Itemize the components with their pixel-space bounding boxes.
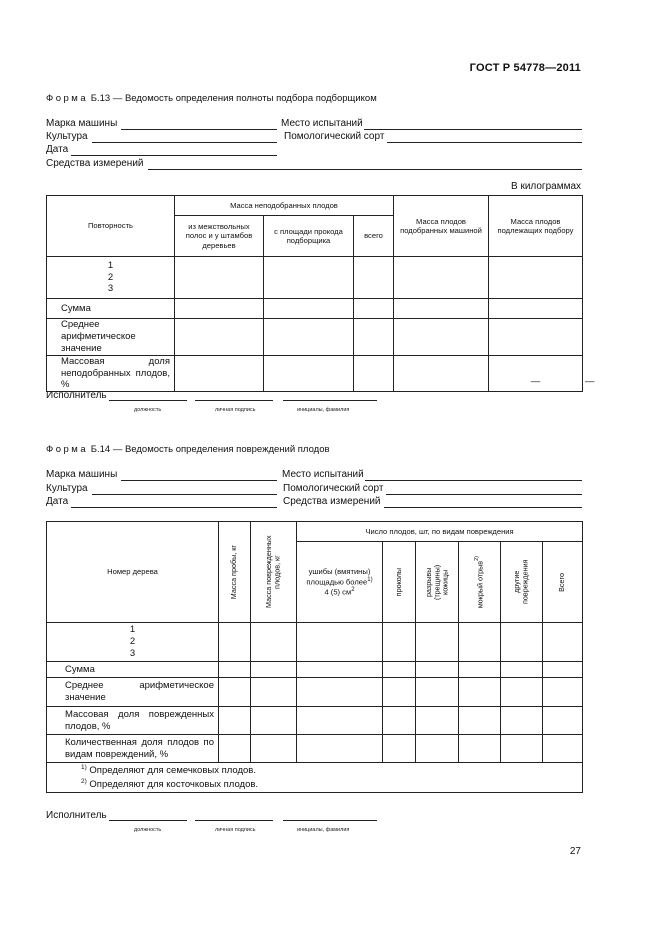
- table-cell[interactable]: [175, 299, 264, 319]
- table-row: [47, 735, 583, 763]
- table-row: [47, 678, 583, 707]
- form14-col-other-text: другие повреждения: [512, 559, 530, 605]
- form14-footnotes-row: [47, 763, 583, 793]
- footnote-mark: 2): [81, 777, 87, 785]
- form14-col-bruise-exponent: 2: [351, 586, 355, 593]
- table-cell[interactable]: [219, 735, 251, 763]
- form13-variety-label: Помологический сорт: [284, 131, 385, 142]
- form13-date-label: Дата: [46, 144, 69, 155]
- form14-col-punct-text: проколы: [393, 567, 403, 597]
- table-cell[interactable]: [489, 299, 583, 319]
- form13-title: [46, 93, 377, 104]
- form13-instruments-label: Средства измерений: [46, 158, 144, 169]
- table-row: [47, 707, 583, 735]
- table-cell[interactable]: [251, 678, 297, 707]
- form14-title: [46, 444, 330, 455]
- form14-col-bruise-value: 4 (5) см: [324, 587, 352, 597]
- table-row: [47, 623, 583, 662]
- form13-position-field[interactable]: [109, 400, 187, 401]
- table-cell[interactable]: [459, 707, 501, 735]
- form13-place-field[interactable]: [364, 129, 582, 130]
- form14-date-field[interactable]: [71, 507, 277, 508]
- table-cell[interactable]: [175, 319, 264, 356]
- form14-col-tears-text: разрывы (трещины) кожицы: [423, 564, 450, 600]
- table-cell[interactable]: [297, 623, 383, 662]
- table-cell[interactable]: [459, 678, 501, 707]
- table-cell[interactable]: [394, 257, 489, 299]
- form13-table: [46, 195, 595, 392]
- form14-row-sum: Сумма: [47, 662, 219, 678]
- form14-row-count: Количественная доля плодов по видам повреждений, %: [47, 735, 219, 763]
- form14-col-damaged-mass-text: Масса поврежденных плодов, кг: [264, 535, 282, 609]
- form14-signature-caption: личная подпись: [215, 827, 256, 833]
- form13-date-field[interactable]: [71, 155, 277, 156]
- list-item: 1: [129, 624, 136, 636]
- list-item: 2: [129, 636, 136, 648]
- table-cell[interactable]: [459, 735, 501, 763]
- table-row: [47, 299, 583, 319]
- form13-col-total: всего: [354, 216, 394, 257]
- table-row: [47, 257, 583, 299]
- table-cell[interactable]: [383, 707, 416, 735]
- form14-col-sample-mass-text: Масса пробы, кг: [229, 544, 239, 600]
- form14-col-damaged-mass: [251, 522, 297, 623]
- form14-place-field[interactable]: [365, 480, 582, 481]
- table-cell[interactable]: [394, 355, 489, 392]
- form14-footnotes: [47, 763, 583, 793]
- table-cell[interactable]: [297, 678, 383, 707]
- table-cell[interactable]: [383, 735, 416, 763]
- form13-initials-field[interactable]: [283, 400, 377, 401]
- table-cell[interactable]: [251, 623, 297, 662]
- list-item: 3: [129, 647, 136, 659]
- form14-variety-label: Помологический сорт: [283, 483, 384, 494]
- form14-position-field[interactable]: [109, 820, 187, 821]
- list-item: 1: [107, 259, 114, 271]
- form13-col-mass-group: Масса неподобранных плодов: [175, 196, 394, 216]
- form13-row-share: Массовая доля неподобранных плодов, %: [47, 355, 175, 392]
- form14-col-punct: [383, 542, 416, 623]
- table-cell[interactable]: [264, 299, 354, 319]
- form14-col-bruise-text: ушибы (вмятины) площадью более: [306, 567, 371, 587]
- table-cell[interactable]: [416, 662, 459, 678]
- table-cell[interactable]: [543, 678, 583, 707]
- table-cell[interactable]: [416, 623, 459, 662]
- table-cell[interactable]: [543, 735, 583, 763]
- footnote-mark: 2): [474, 555, 481, 561]
- table-cell[interactable]: [264, 257, 354, 299]
- table-cell[interactable]: [383, 662, 416, 678]
- table-cell[interactable]: [416, 735, 459, 763]
- footnote-mark: 1): [81, 763, 87, 771]
- form14-col-tree: Номер дерева: [47, 522, 219, 623]
- list-item: 2: [107, 271, 114, 283]
- form14-signature-field[interactable]: [195, 820, 273, 821]
- table-cell[interactable]: [501, 707, 543, 735]
- form14-machine-label: Марка машины: [46, 469, 118, 480]
- table-row: [47, 662, 583, 678]
- table-cell[interactable]: [459, 623, 501, 662]
- form13-repeat-numbers: [47, 257, 175, 299]
- form13-col-picked: Масса плодов подобранных машиной: [394, 196, 489, 257]
- table-cell[interactable]: [251, 707, 297, 735]
- form13-machine-label: Марка машины: [46, 118, 118, 129]
- table-cell[interactable]: [416, 707, 459, 735]
- form14-footnote-2-text: Определяют для косточковых плодов.: [89, 778, 259, 790]
- table-cell[interactable]: [543, 662, 583, 678]
- form14-executor-label: Исполнитель: [46, 810, 107, 821]
- table-cell[interactable]: [251, 662, 297, 678]
- table-cell[interactable]: [543, 707, 583, 735]
- form14-machine-field[interactable]: [121, 480, 277, 481]
- form14-col-total: [543, 542, 583, 623]
- form14-crop-field[interactable]: [92, 494, 277, 495]
- table-cell[interactable]: [394, 299, 489, 319]
- form14-col-total-text: Всего: [557, 572, 567, 592]
- standard-number: ГОСТ Р 54778—2011: [469, 62, 581, 74]
- form14-instruments-label: Средства измерений: [283, 496, 381, 507]
- form13-dash-picked: —: [489, 355, 583, 392]
- form14-col-wet-label: мокрый отрыв: [475, 560, 485, 609]
- table-cell[interactable]: [297, 662, 383, 678]
- table-cell[interactable]: [489, 319, 583, 356]
- table-cell[interactable]: [264, 355, 354, 392]
- form14-tree-numbers: [47, 623, 219, 662]
- table-cell[interactable]: [489, 257, 583, 299]
- table-cell[interactable]: [219, 623, 251, 662]
- form14-initials-caption: инициалы, фамилия: [297, 827, 350, 833]
- form14-table: [46, 521, 583, 793]
- table-cell[interactable]: [416, 678, 459, 707]
- table-cell[interactable]: [354, 257, 394, 299]
- form13-col-repeat: Повторность: [47, 196, 175, 257]
- form13-machine-field[interactable]: [121, 129, 277, 130]
- form13-instruments-field[interactable]: [148, 169, 582, 170]
- form14-row-mean: Среднее арифметическое значение: [47, 678, 219, 707]
- form14-col-wet-text: [474, 556, 485, 608]
- form14-footnote-2: [81, 778, 580, 792]
- table-cell[interactable]: [264, 319, 354, 356]
- form13-col-to-pick: Масса плодов подлежащих подбору: [489, 196, 583, 257]
- table-cell[interactable]: [251, 735, 297, 763]
- form13-row-mean: Среднее арифметическое значение: [47, 319, 175, 356]
- form13-executor-label: Исполнитель: [46, 390, 107, 401]
- form14-place-label: Место испытаний: [282, 469, 364, 480]
- form14-date-label: Дата: [46, 496, 69, 507]
- form13-position-caption: должность: [134, 407, 162, 413]
- table-cell[interactable]: [219, 662, 251, 678]
- form14-instruments-field[interactable]: [384, 507, 582, 508]
- table-cell[interactable]: [219, 678, 251, 707]
- form14-footnote-1: [81, 764, 580, 778]
- list-item: 3: [107, 283, 114, 295]
- table-cell[interactable]: [501, 623, 543, 662]
- form13-signature-caption: личная подпись: [215, 407, 256, 413]
- form14-position-caption: должность: [134, 827, 162, 833]
- form14-col-other: [501, 542, 543, 623]
- table-cell[interactable]: [383, 623, 416, 662]
- table-cell[interactable]: [383, 678, 416, 707]
- table-cell[interactable]: [394, 319, 489, 356]
- form13-row-sum: Сумма: [47, 299, 175, 319]
- form13-place-label: Место испытаний: [281, 118, 363, 129]
- form13-crop-field[interactable]: [92, 142, 277, 143]
- form13-form-word: Форма: [46, 93, 89, 104]
- form13-col-inter-row: из межствольных полос и у штамбов деревьев: [175, 216, 264, 257]
- table-cell[interactable]: [297, 735, 383, 763]
- page-number: 27: [569, 846, 581, 857]
- form14-col-group: Число плодов, шт, по видам повреждения: [297, 522, 583, 542]
- table-cell[interactable]: [459, 662, 501, 678]
- form14-col-tears: [416, 542, 459, 623]
- table-cell[interactable]: [501, 678, 543, 707]
- form14-col-bruise: [297, 542, 383, 623]
- form13-units: В килограммах: [511, 181, 581, 192]
- form14-title-text: Б.14 — Ведомость определения повреждений плодов: [90, 444, 330, 455]
- table-cell[interactable]: [219, 707, 251, 735]
- table-cell[interactable]: [543, 623, 583, 662]
- table-cell[interactable]: [501, 735, 543, 763]
- table-cell[interactable]: [297, 707, 383, 735]
- form14-variety-field[interactable]: [386, 494, 582, 495]
- form14-crop-label: Культура: [46, 483, 88, 494]
- table-cell[interactable]: [354, 319, 394, 356]
- form14-col-sample-mass: [219, 522, 251, 623]
- form14-col-wet: [459, 542, 501, 623]
- table-cell[interactable]: [354, 355, 394, 392]
- form14-initials-field[interactable]: [283, 820, 377, 821]
- form13-initials-caption: инициалы, фамилия: [297, 407, 350, 413]
- form13-signature-field[interactable]: [195, 400, 273, 401]
- form13-title-text: Б.13 — Ведомость определения полноты подбора подборщиком: [90, 93, 377, 104]
- form13-crop-label: Культура: [46, 131, 88, 142]
- footnote-mark: 1): [367, 576, 373, 583]
- table-cell[interactable]: [501, 662, 543, 678]
- form14-footnote-1-text: Определяют для семечковых плодов.: [89, 764, 256, 776]
- form13-col-swath: с площади прокода подборщика: [264, 216, 354, 257]
- table-row: Массовая доля неподобранных плодов, % — —: [47, 355, 583, 392]
- form13-variety-field[interactable]: [387, 142, 582, 143]
- table-row: [47, 319, 583, 356]
- table-cell[interactable]: [175, 257, 264, 299]
- table-cell[interactable]: [175, 355, 264, 392]
- form14-row-share: Массовая доля поврежденных плодов, %: [47, 707, 219, 735]
- form14-form-word: Форма: [46, 444, 89, 455]
- table-cell[interactable]: [354, 299, 394, 319]
